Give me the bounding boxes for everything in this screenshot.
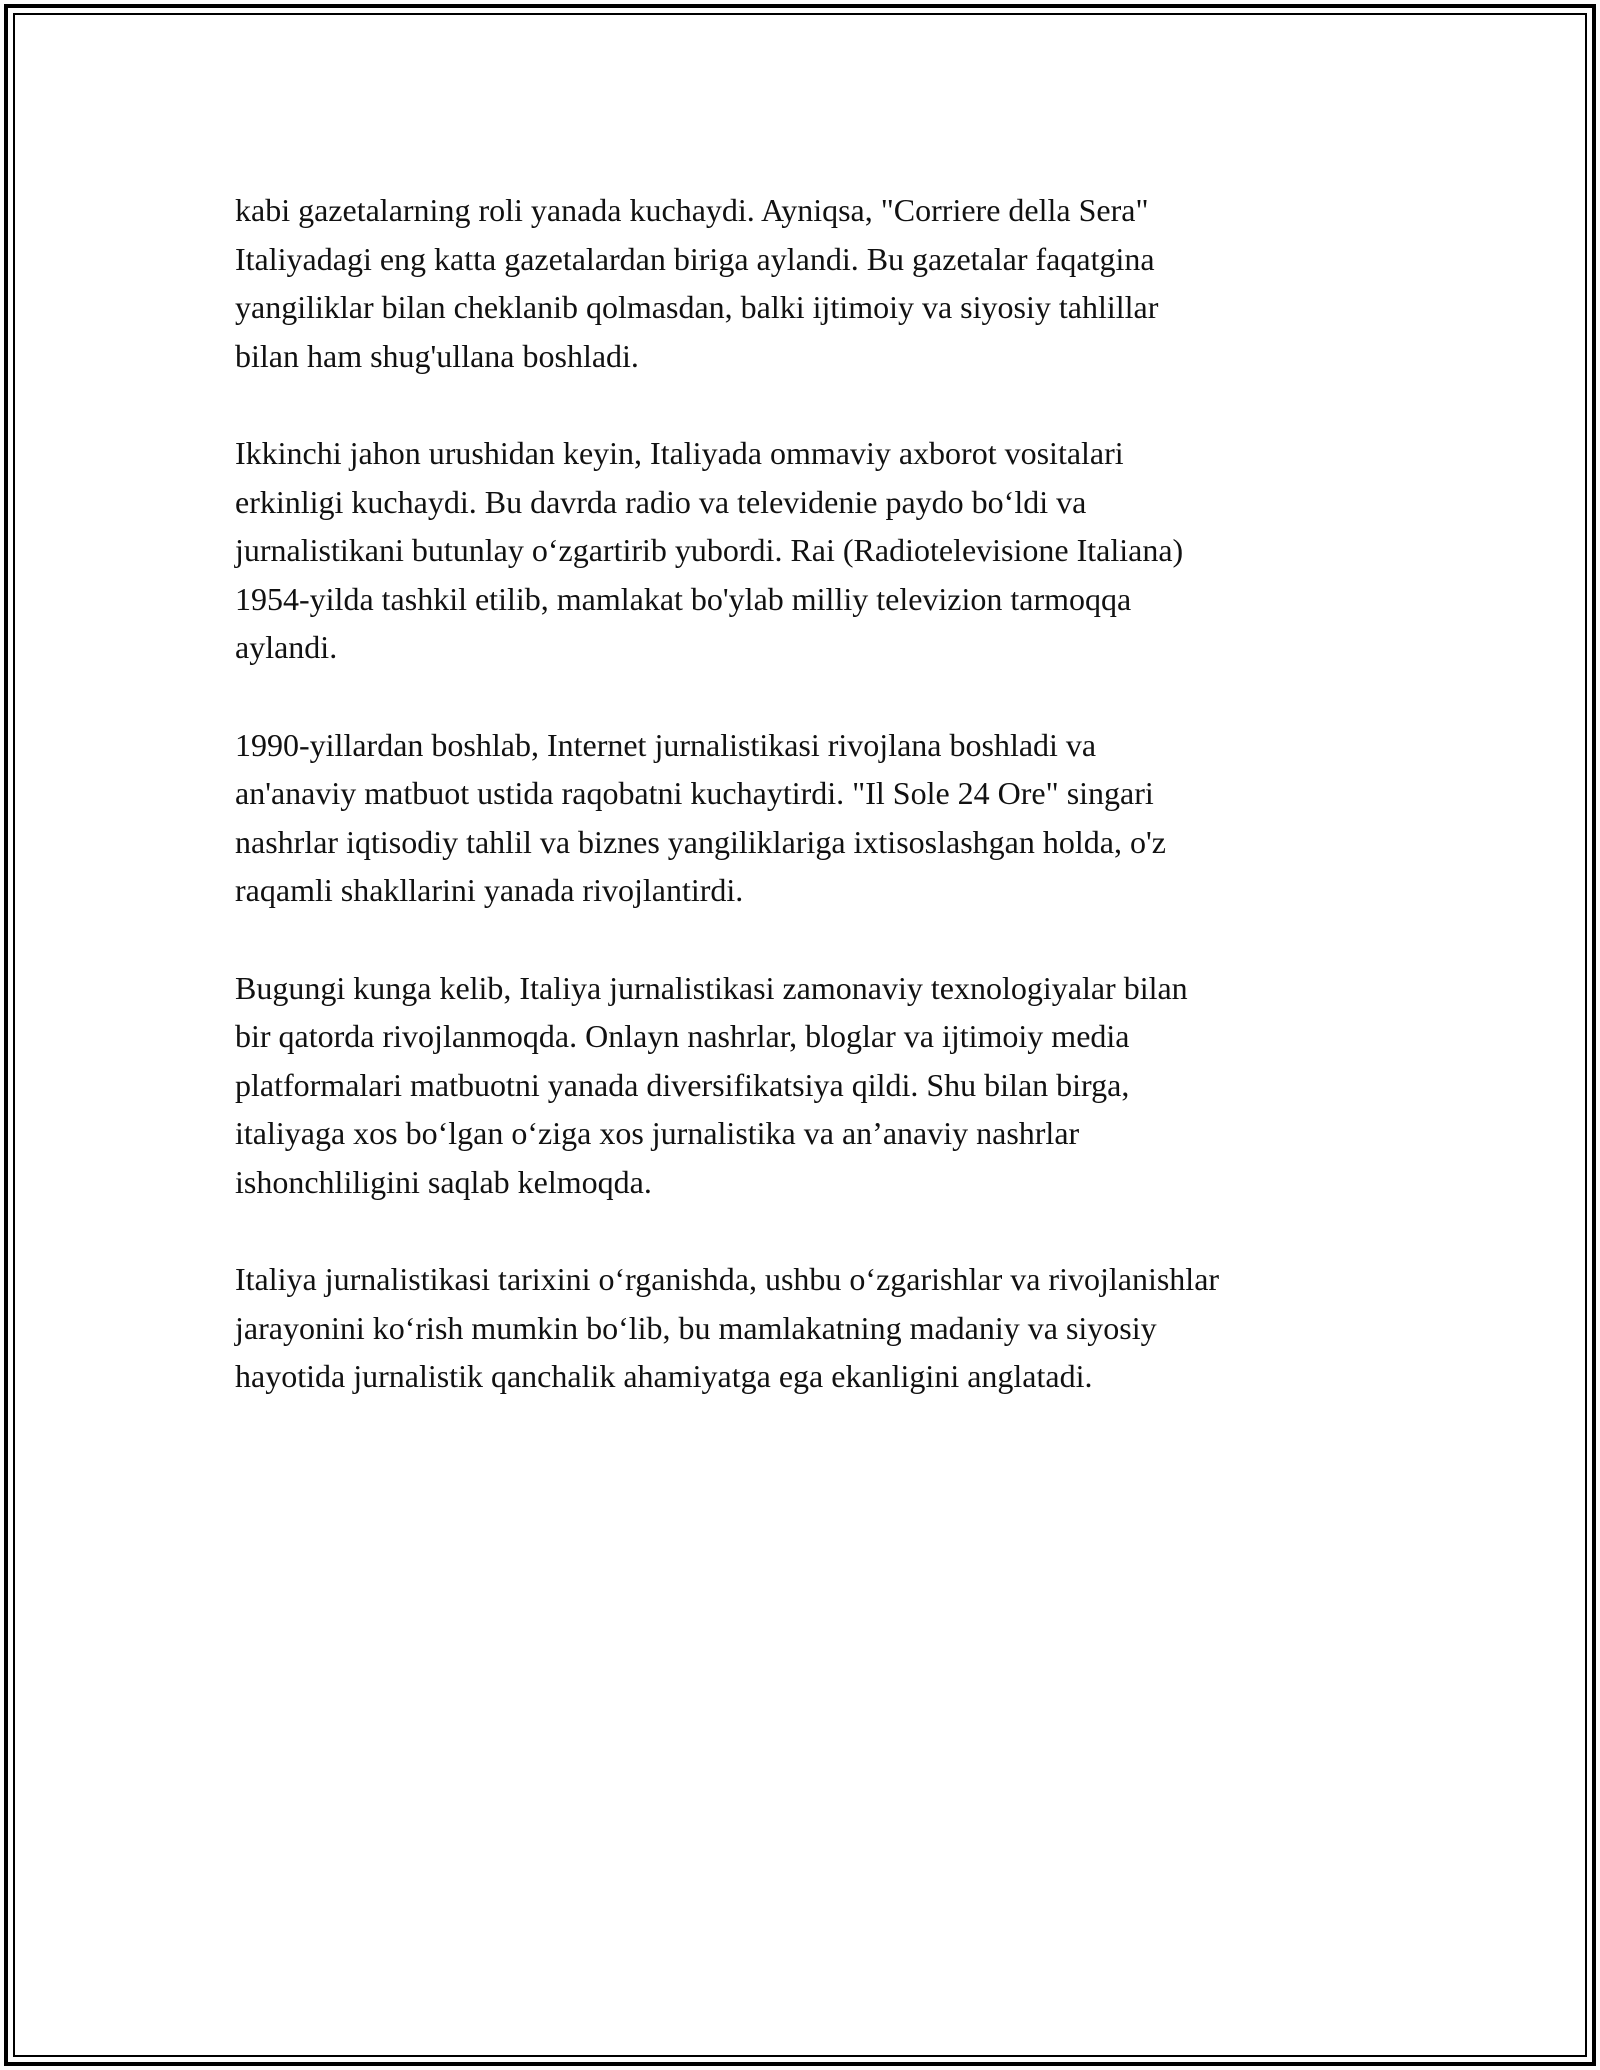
paragraph-5: Italiya jurnalistikasi tarixini o‘rganishda, ushbu o‘zgarishlar va rivojlanishlar jarayonini ko‘rish mumkin bo‘lib, bu mamlakatning madaniy va siyosiy hayotida jurnalistik qanchalik ahamiyatga ega ekanligini anglatadi. xyxy=(235,1261,1220,1394)
document-body xyxy=(235,186,1395,1450)
paragraph-3: 1990-yillardan boshlab, Internet jurnalistikasi rivojlana boshladi va an'anaviy matbuot ustida raqobatni kuchaytirdi. "Il Sole 24 Ore" singari nashrlar iqtisodiy tahlil va biznes yangiliklariga ixtisoslashgan holda, o'z raqamli shakllarini yanada rivojlantirdi. xyxy=(235,726,1166,908)
paragraph-4: Bugungi kunga kelib, Italiya jurnalistikasi zamonaviy texnologiyalar bilan bir qatorda rivojlanmoqda. Onlayn nashrlar, bloglar va ijtimoiy media platformalari matbuotni yanada diversifikatsiya qildi. Shu bilan birga, italiyaga xos bo‘lgan o‘ziga xos jurnalistika va an’anaviy nashrlar ishonchliligini saqlab kelmoqda. xyxy=(235,969,1188,1200)
paragraph-2: Ikkinchi jahon urushidan keyin, Italiyada ommaviy axborot vositalari erkinligi kuchaydi. Bu davrda radio va televidenie paydo bo‘ldi va jurnalistikani butunlay o‘zgartirib yubordi. Rai (Radiotelevisione Italiana) 1954-yilda tashkil etilib, mamlakat bo'ylab milliy televizion tarmoqqa aylandi. xyxy=(235,435,1184,665)
paragraph-1: kabi gazetalarning roli yanada kuchaydi. Ayniqsa, "Corriere della Sera" Italiyadagi eng katta gazetalardan biriga aylandi. Bu gazetalar faqatgina yangiliklar bilan cheklanib qolmasdan, balki ijtimoiy va siyosiy tahlillar bilan ham shug'ullana boshladi. xyxy=(235,192,1159,374)
